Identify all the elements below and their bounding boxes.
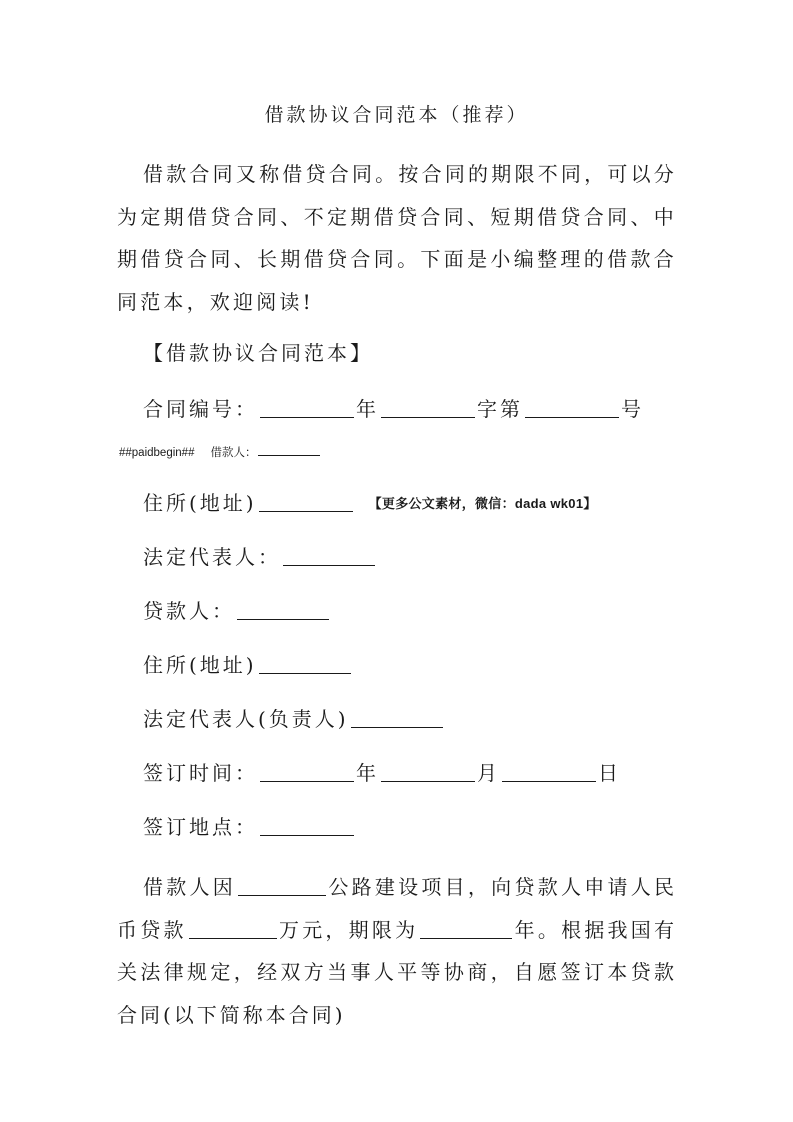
section-heading: 【借款协议合同范本】 — [143, 341, 373, 365]
lender-rep-line — [143, 703, 445, 733]
lender-label: 贷款人： — [143, 599, 235, 623]
sign-date-year-blank[interactable] — [260, 759, 354, 782]
contract-number-blank-2[interactable] — [381, 395, 475, 418]
sign-date-day-blank[interactable] — [502, 759, 596, 782]
intro-paragraph: 借款合同又称借贷合同。按合同的期限不同，可以分为定期借贷合同、不定期借贷合同、短期借贷合同、中期借贷合同、长期借贷合同。下面是小编整理的借款合同范本，欢迎阅读! — [117, 162, 677, 314]
borrower-label: 借款人： — [210, 447, 257, 459]
paid-marker-line — [119, 445, 320, 461]
project-name-blank[interactable] — [238, 873, 326, 896]
contract-number-hao-word: 号 — [621, 397, 644, 421]
sign-place-blank[interactable] — [260, 813, 354, 836]
main-paragraph-part4: 年。根据我国有关法律规定，经双方当事人平等协商，自愿签订本贷款合同(以下简称本合同) — [117, 917, 678, 1027]
contract-number-blank-1[interactable] — [260, 395, 354, 418]
lender-blank[interactable] — [237, 597, 329, 620]
borrower-address-blank[interactable] — [259, 489, 353, 512]
main-paragraph-part1: 借款人因 — [143, 875, 237, 899]
document-title: 借款协议合同范本（推荐） — [264, 104, 529, 126]
lender-address-blank[interactable] — [259, 651, 351, 674]
contract-number-line — [143, 393, 644, 423]
lender-rep-blank[interactable] — [351, 705, 443, 728]
lender-line — [143, 595, 331, 625]
loan-amount-blank[interactable] — [189, 916, 277, 939]
sign-date-day-word: 日 — [598, 761, 621, 785]
contract-number-year-word: 年 — [356, 397, 379, 421]
sign-place-line — [143, 811, 356, 841]
borrower-address-line — [143, 487, 597, 520]
borrower-blank[interactable] — [258, 445, 320, 456]
lender-rep-label: 法定代表人(负责人) — [143, 707, 349, 731]
borrower-rep-blank[interactable] — [283, 543, 375, 566]
contract-number-zidi-word: 字第 — [477, 397, 523, 421]
borrower-rep-line — [143, 541, 377, 571]
sign-date-year-word: 年 — [356, 761, 379, 785]
promo-note: 【更多公文素材，微信：dada wk01】 — [368, 496, 597, 511]
contract-number-label: 合同编号： — [143, 397, 258, 421]
main-paragraph — [117, 866, 677, 1036]
main-paragraph-part2: 公路建设项目，向贷款人申请人民币贷款 — [117, 875, 678, 942]
sign-place-label: 签订地点： — [143, 815, 258, 839]
loan-term-blank[interactable] — [420, 916, 512, 939]
sign-date-line — [143, 757, 621, 787]
lender-address-label: 住所(地址) — [143, 653, 257, 677]
borrower-rep-label: 法定代表人： — [143, 545, 281, 569]
borrower-address-label: 住所(地址) — [143, 491, 257, 515]
paid-marker: ##paidbegin## — [119, 447, 195, 459]
contract-number-blank-3[interactable] — [525, 395, 619, 418]
sign-date-label: 签订时间： — [143, 761, 258, 785]
lender-address-line — [143, 649, 353, 679]
sign-date-month-blank[interactable] — [381, 759, 475, 782]
main-paragraph-part3: 万元，期限为 — [278, 917, 419, 942]
sign-date-month-word: 月 — [477, 761, 500, 785]
